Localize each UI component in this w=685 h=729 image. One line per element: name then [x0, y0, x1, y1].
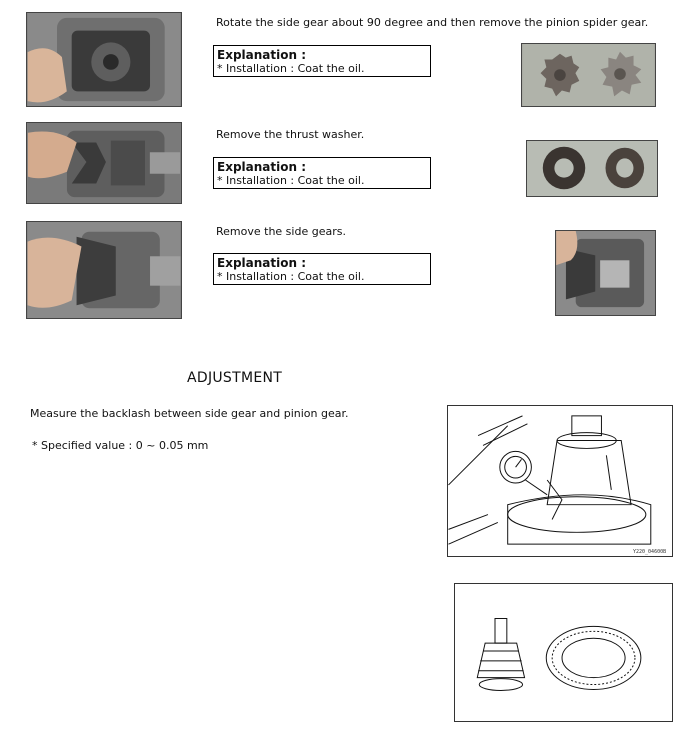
step3-explanation-title: Explanation : [217, 256, 306, 270]
step3-photo-side-gear-detail [555, 230, 656, 316]
step2-instruction: Remove the thrust washer. [216, 128, 365, 141]
adjustment-instruction: Measure the backlash between side gear and pinion gear. [30, 407, 349, 420]
gears-drawing [454, 583, 673, 722]
step2-photo-washers [526, 140, 658, 197]
step1-photo-pinion-gears [521, 43, 656, 107]
step3-photo-side-gears [26, 221, 182, 319]
figure-code: Y220_04600B [633, 549, 667, 555]
step1-explanation-note: * Installation : Coat the oil. [217, 62, 365, 75]
step2-explanation-box [213, 157, 431, 189]
step1-explanation-box [213, 45, 431, 77]
step1-photo-differential-case [26, 12, 182, 107]
backlash-measurement-drawing [447, 405, 673, 557]
step3-instruction: Remove the side gears. [216, 225, 346, 238]
adjustment-heading: ADJUSTMENT [187, 370, 283, 386]
step2-photo-thrust-washer [26, 122, 182, 204]
step3-explanation-note: * Installation : Coat the oil. [217, 270, 365, 283]
adjustment-specified-value: * Specified value : 0 ~ 0.05 mm [32, 439, 209, 452]
step1-explanation-title: Explanation : [217, 48, 306, 62]
step1-instruction: Rotate the side gear about 90 degree and then remove the pinion spider gear. [216, 16, 649, 29]
step3-explanation-box [213, 253, 431, 285]
step2-explanation-note: * Installation : Coat the oil. [217, 174, 365, 187]
step2-explanation-title: Explanation : [217, 160, 306, 174]
